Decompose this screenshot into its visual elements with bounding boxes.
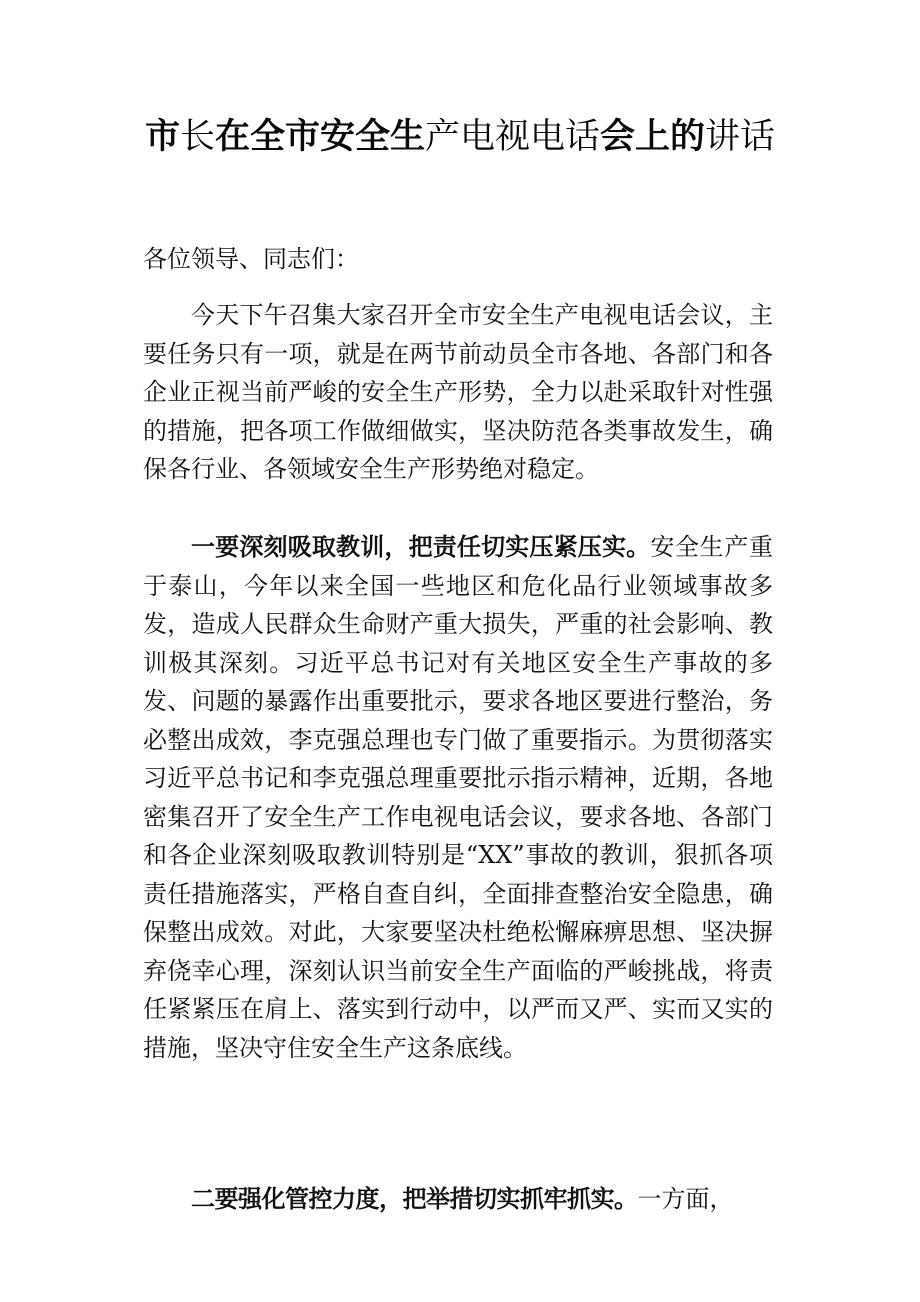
paragraph-point-one	[143, 528, 773, 1067]
title-segment: 长	[179, 117, 215, 157]
title-segment: 市	[144, 117, 180, 157]
paragraph-lead: 一要深刻吸取教训，把责任切实压紧压实。	[191, 533, 651, 561]
paragraph-text: 一方面，	[637, 1185, 734, 1213]
title-segment: 讲话	[705, 117, 776, 157]
title-segment: 会上的	[600, 117, 706, 157]
paragraph-point-two	[143, 1180, 773, 1219]
paragraph-intro	[143, 296, 773, 489]
salutation: 各位领导、同志们：	[143, 245, 359, 273]
paragraph-text: 今天下午召集大家召开全市安全生产电视电话会议，主要任务只有一项，就是在两节前动员全市各地、各部门和各企业正视当前严峻的安全生产形势，全力以赴采取针对性强的措施，把各项工作做细做实，坚决防范各类事故发生，确保各行业、各领域安全生产形势绝对稳定。	[143, 301, 773, 483]
title-segment: 产电视电话	[425, 117, 601, 157]
title-segment: 在全市安全生	[214, 117, 425, 157]
paragraph-lead: 二要强化管控力度，把举措切实抓牢抓实。	[191, 1185, 638, 1213]
paragraph-text: 安全生产重于泰山，今年以来全国一些地区和危化品行业领域事故多发，造成人民群众生命财产重大损失，严重的社会影响、教训极其深刻。习近平总书记对有关地区安全生产事故的多发、问题的暴露作出重要批示，要求各地区要进行整治，务必整出成效，李克强总理也专门做了重要指示。为贯彻落实习近平总书记和李克强总理重要批示指示精神，近期，各地密集召开了安全生产工作电视电话会议，要求各地、各部门和各企业深刻吸取教训特别是“XX”事故的教训，狠抓各项责任措施落实，严格自查自纠，全面排查整治安全隐患，确保整出成效。对此，大家要坚决杜绝松懈麻痹思想、坚决摒弃侥幸心理，深刻认识当前安全生产面临的严峻挑战，将责任紧紧压在肩上、落实到行动中，以严而又严、实而又实的措施，坚决守住安全生产这条底线。	[143, 533, 774, 1062]
page-title	[0, 112, 920, 162]
